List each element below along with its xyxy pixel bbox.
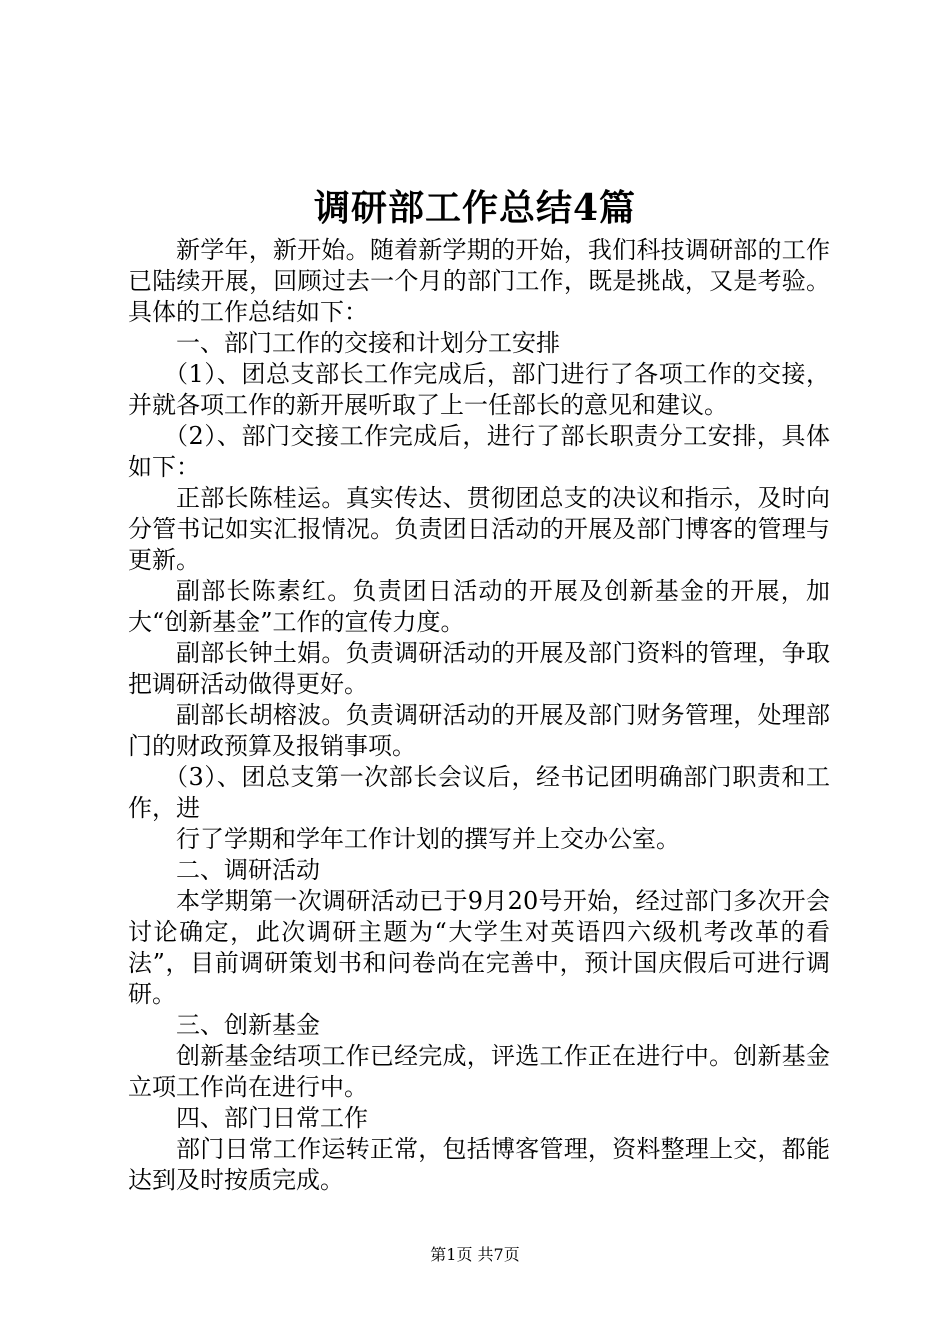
handover-item-3: （3）、团总支第一次部长会议后，经书记团明确部门职责和工作，进 <box>128 763 830 822</box>
research-paragraph: 本学期第一次调研活动已于9月20号开始，经过部门多次开会讨论确定，此次调研主题为“大学生对英语四六级机考改革的看法”，目前调研策划书和问卷尚在完善中，预计国庆假后可进行调研。 <box>128 887 830 1008</box>
handover-item-1: （1）、团总支部长工作完成后，部门进行了各项工作的交接，并就各项工作的新开展听取了上一任部长的意见和建议。 <box>128 360 830 419</box>
page-number-footer: 第1页 共7页 <box>430 1245 520 1264</box>
innovation-fund-paragraph: 创新基金结项工作已经完成，评选工作正在进行中。创新基金立项工作尚在进行中。 <box>128 1042 830 1101</box>
daily-work-paragraph: 部门日常工作运转正常，包括博客管理，资料整理上交，都能达到及时按质完成。 <box>128 1135 830 1194</box>
handover-item-3-continued: 行了学期和学年工作计划的撰写并上交办公室。 <box>176 825 680 853</box>
section-heading-research: 二、调研活动 <box>176 856 320 884</box>
section-heading-handover: 一、部门工作的交接和计划分工安排 <box>176 329 560 357</box>
duty-deputy-3: 副部长胡榕波。负责调研活动的开展及部门财务管理，处理部门的财政预算及报销事项。 <box>128 701 830 760</box>
duty-deputy-2: 副部长钟土娟。负责调研活动的开展及部门资料的管理，争取把调研活动做得更好。 <box>128 639 830 698</box>
duty-chief-minister: 正部长陈桂运。真实传达、贯彻团总支的决议和指示，及时向分管书记如实汇报情况。负责团日活动的开展及部门博客的管理与更新。 <box>128 484 830 574</box>
section-heading-daily-work: 四、部门日常工作 <box>176 1104 368 1132</box>
section-heading-innovation-fund: 三、创新基金 <box>176 1011 320 1039</box>
intro-paragraph: 新学年，新开始。随着新学期的开始，我们科技调研部的工作已陆续开展，回顾过去一个月的部门工作，既是挑战，又是考验。具体的工作总结如下： <box>128 236 830 326</box>
duty-deputy-1: 副部长陈素红。负责团日活动的开展及创新基金的开展，加大“创新基金”工作的宣传力度。 <box>128 577 830 636</box>
document-body <box>128 235 830 1196</box>
handover-item-2: （2）、部门交接工作完成后，进行了部长职责分工安排，具体如下： <box>128 422 830 481</box>
document-title: 调研部工作总结4篇 <box>313 187 637 229</box>
